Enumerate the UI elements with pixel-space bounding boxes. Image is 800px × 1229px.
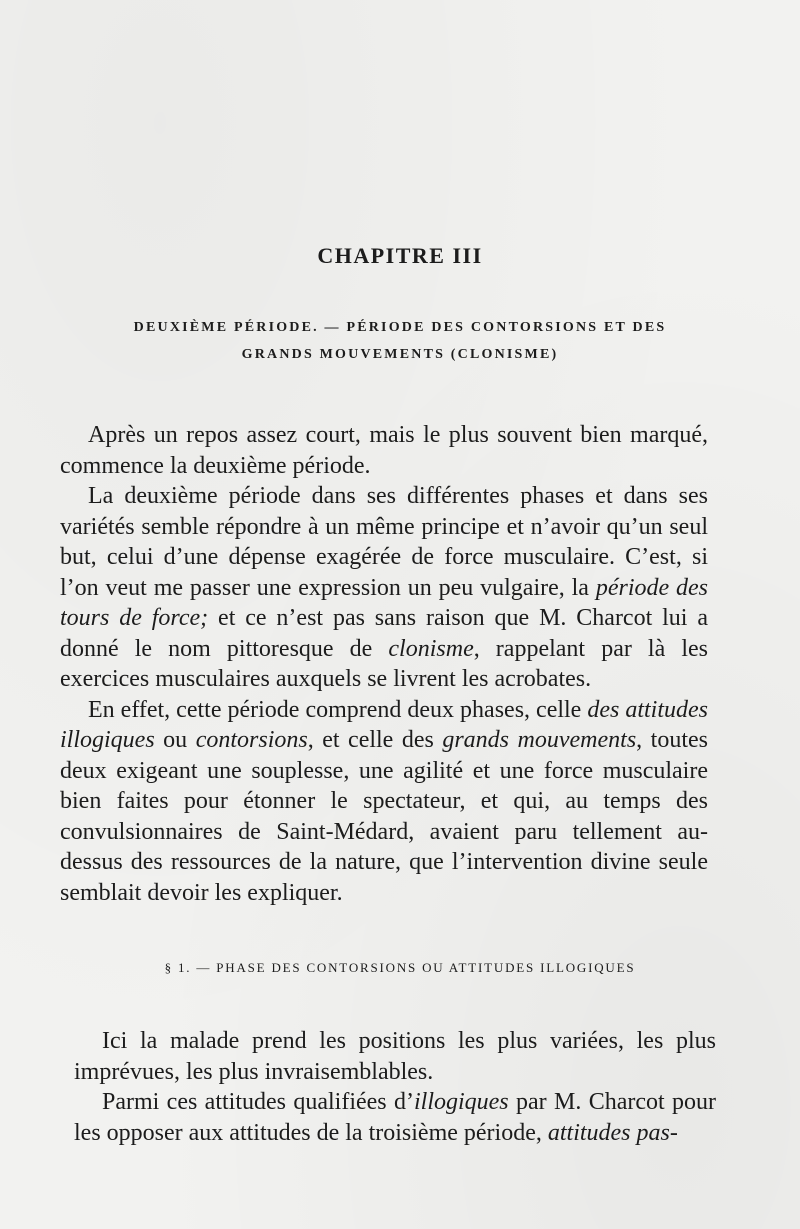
italic-text: des attitudes illogiques bbox=[60, 696, 708, 753]
text-segment: , et celle des bbox=[307, 727, 443, 753]
paragraph bbox=[74, 1026, 716, 1087]
text-segment: et ce n’est pas sans raison que M. Charcot lui a donné le nom pittoresque de bbox=[60, 605, 708, 662]
body-text-block-2 bbox=[74, 1026, 716, 1148]
subsection-title: § 1. — PHASE DES CONTORSIONS OU ATTITUDES ILLOGIQUES bbox=[164, 960, 636, 975]
text-segment: par M. Charcot pour les opposer aux attitudes de la troisième période, bbox=[74, 1089, 717, 1146]
italic-text: illogiques bbox=[413, 1089, 509, 1115]
italic-text: période des tours de force; bbox=[60, 574, 708, 631]
paragraph bbox=[74, 1087, 716, 1148]
text-segment: Parmi ces attitudes qualifiées d’ bbox=[102, 1089, 414, 1115]
italic-text: contorsions bbox=[195, 727, 308, 753]
italic-text: clonisme bbox=[388, 635, 474, 662]
paragraph bbox=[60, 695, 708, 909]
paragraph bbox=[60, 420, 708, 481]
chapter-title: CHAPITRE III bbox=[317, 242, 483, 268]
section-title-line-1: DEUXIÈME PÉRIODE. — PÉRIODE DES CONTORSIONS ET DES bbox=[133, 320, 667, 335]
paragraph bbox=[60, 481, 708, 695]
text-segment: , rappelant par là les exercices musculaires auxquels se livrent les acrobates. bbox=[60, 635, 708, 692]
italic-text: grands mouvements bbox=[442, 727, 637, 753]
text-segment: , toutes deux exigeant une souplesse, une agilité et une force musculaire bien faites pour étonner le spectateur, et qui, au temps des convulsionnaires de Saint-Médard, avaient paru tellement au-dessus des ressources de la nature, que l’intervention divine seule semblait devoir les expliquer. bbox=[60, 727, 709, 906]
italic-text: attitudes pas- bbox=[547, 1119, 678, 1146]
text-segment: Ici la malade prend les positions les plus variées, les plus imprévues, les plus invraisemblables. bbox=[74, 1028, 716, 1085]
text-segment: La deuxième période dans ses différentes phases et dans ses variétés semble répondre à un même principe et n’avoir qu’un seul but, celui d’une dépense exagérée de force musculaire. C’est, si l’on veut me passer une expression un peu vulgaire, la bbox=[60, 483, 708, 601]
body-text-block bbox=[60, 420, 708, 908]
text-segment: Après un repos assez court, mais le plus souvent bien marqué, commence la deuxième période. bbox=[60, 422, 708, 479]
section-title-line-2: GRANDS MOUVEMENTS (CLONISME) bbox=[241, 347, 559, 362]
text-segment: ou bbox=[154, 727, 196, 753]
section-title bbox=[60, 314, 740, 368]
text-segment: En effet, cette période comprend deux phases, celle bbox=[88, 696, 588, 723]
